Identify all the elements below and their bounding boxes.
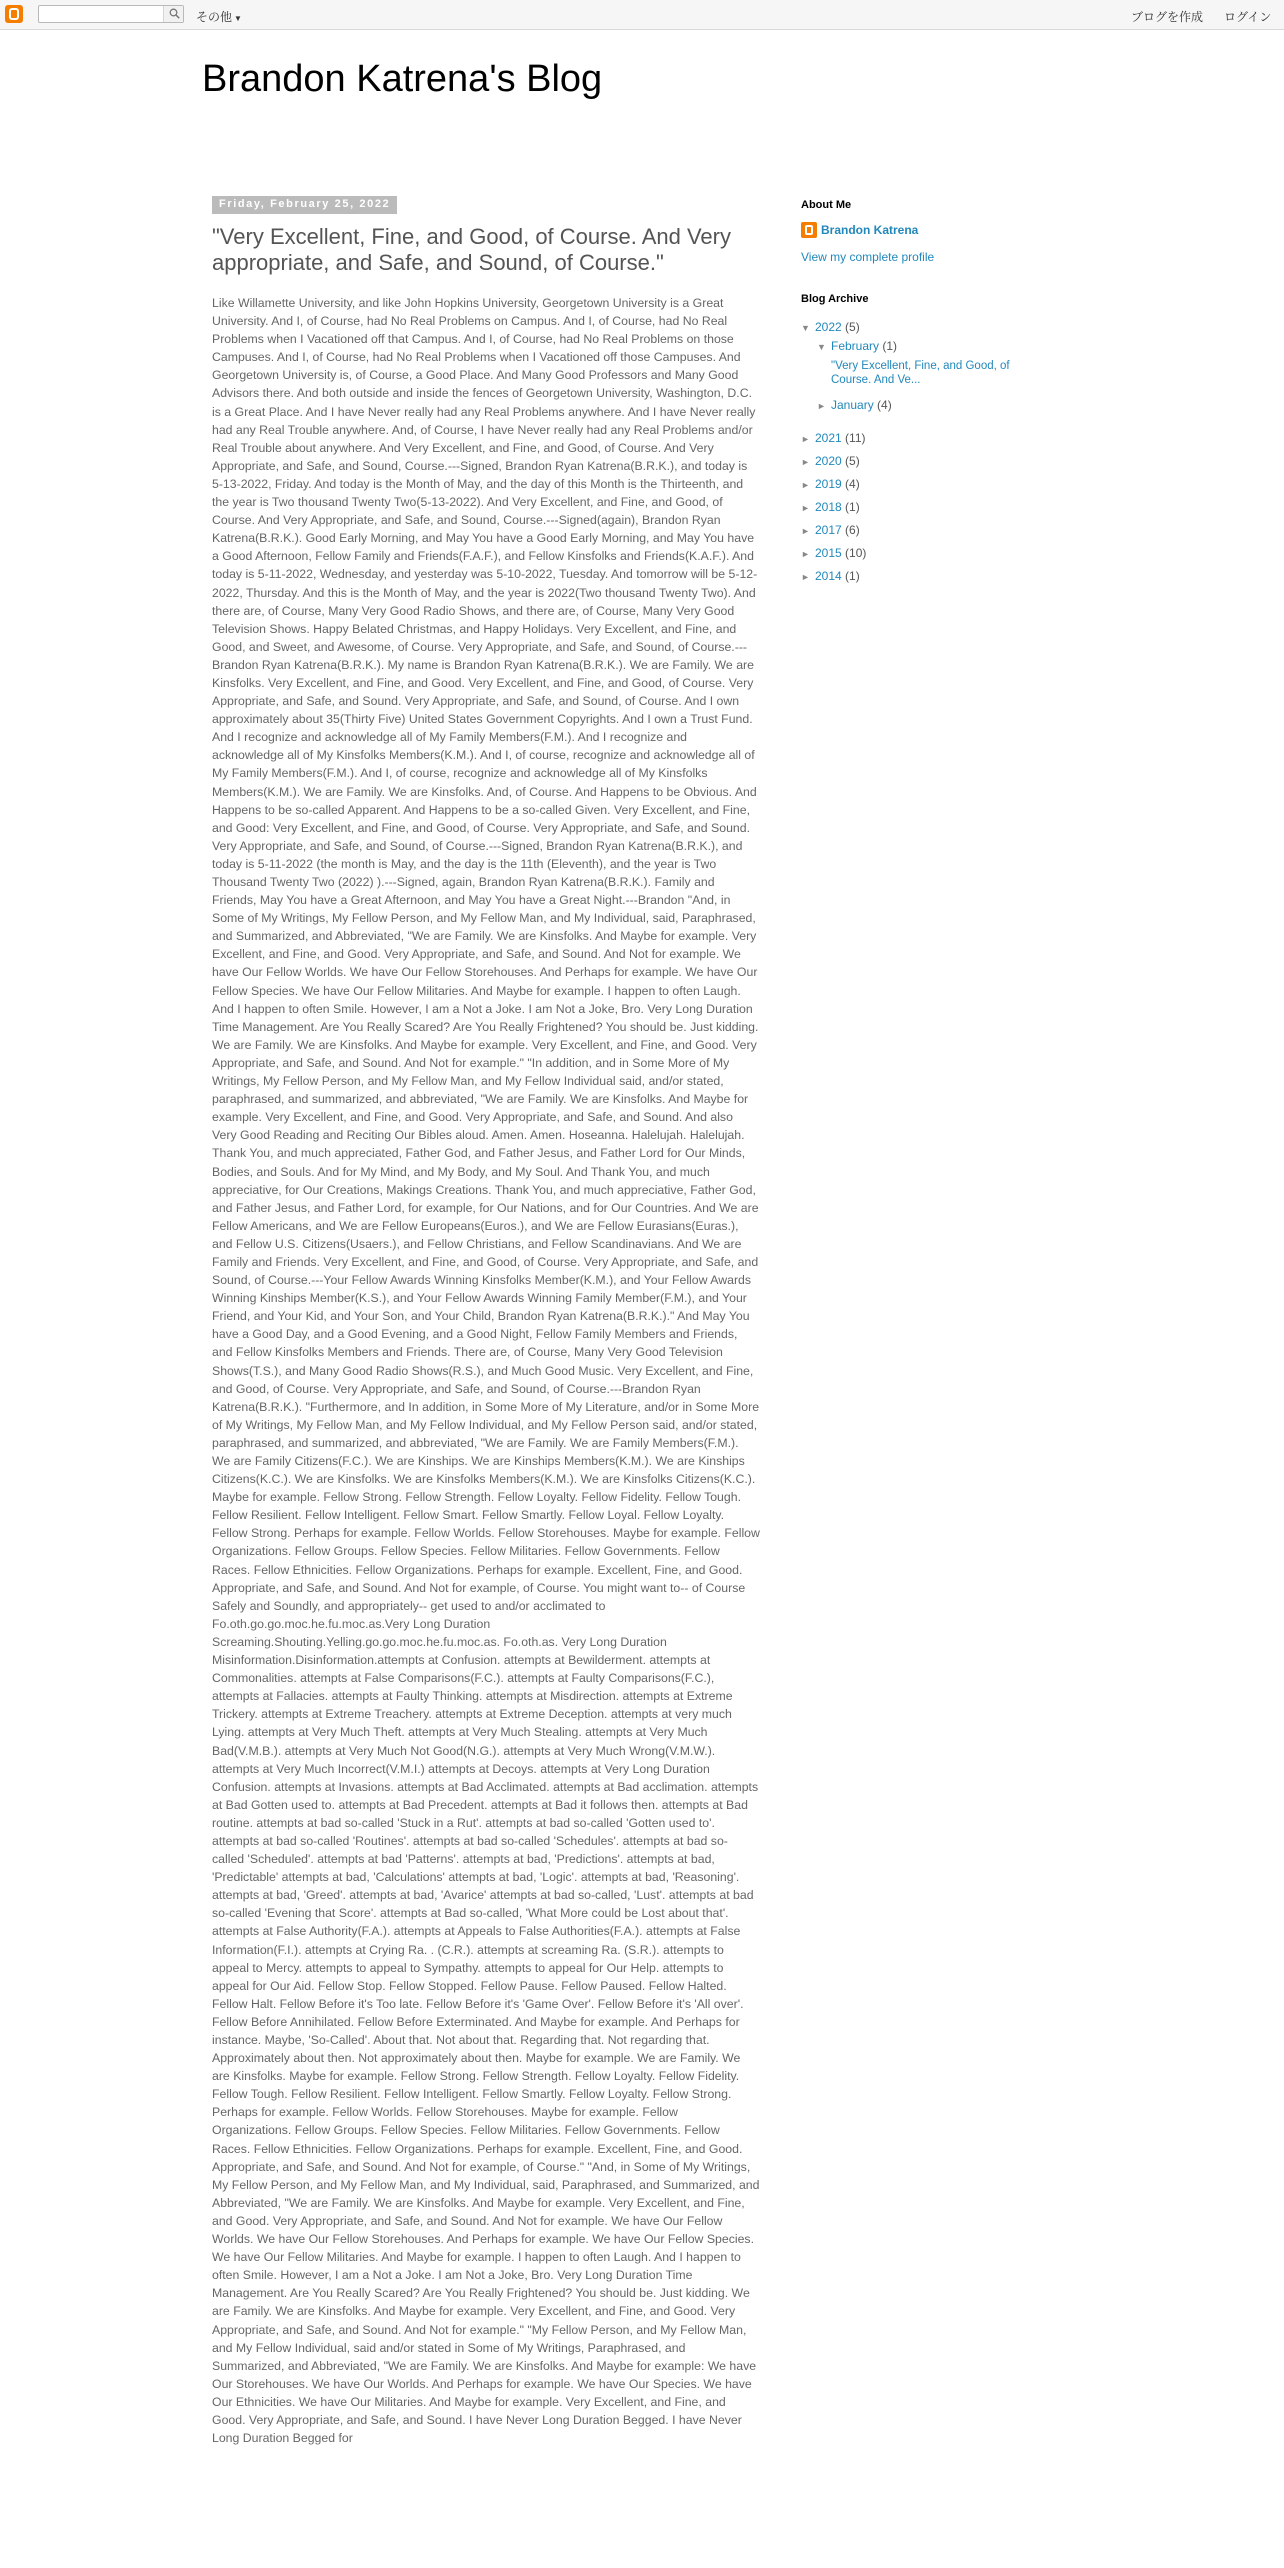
archive-year-label[interactable]: 2021 [815, 431, 842, 445]
create-blog-link[interactable]: ブログを作成 [1131, 10, 1204, 24]
expand-toggle-icon[interactable]: ► [801, 526, 810, 536]
archive-post-link[interactable]: "Very Excellent, Fine, and Good, of Course. And Ve... [831, 360, 1010, 386]
archive-month-label[interactable]: January [831, 398, 874, 412]
archive-year-label[interactable]: 2017 [815, 523, 842, 537]
archive-year-label[interactable]: 2020 [815, 454, 842, 468]
blogger-logo-icon[interactable] [5, 5, 23, 23]
profile-name-link[interactable]: Brandon Katrena [821, 223, 919, 237]
archive-year-label[interactable]: 2014 [815, 569, 842, 583]
profile-row [801, 221, 918, 239]
expand-toggle-icon[interactable]: ► [801, 457, 810, 467]
archive-count: (5) [845, 320, 860, 334]
expand-toggle-icon[interactable]: ► [801, 572, 810, 582]
search-icon [169, 8, 180, 19]
more-menu-label: その他 [196, 10, 233, 24]
about-me-title: About Me [801, 199, 852, 211]
archive-count: (6) [845, 523, 860, 537]
blog-archive-title: Blog Archive [801, 293, 869, 305]
archive-count: (5) [845, 454, 860, 468]
blogger-navbar [0, 0, 1284, 30]
search-input[interactable] [41, 7, 161, 21]
archive-year-2018[interactable] [801, 500, 860, 514]
post-date-header: Friday, February 25, 2022 [212, 196, 397, 214]
archive-year-2019[interactable] [801, 477, 860, 491]
archive-count: (1) [845, 569, 860, 583]
caret-down-icon: ▼ [234, 14, 242, 23]
expand-toggle-icon[interactable]: ► [801, 549, 810, 559]
archive-year-label[interactable]: 2022 [815, 320, 842, 334]
archive-year-2015[interactable] [801, 546, 866, 560]
login-link[interactable]: ログイン [1224, 10, 1272, 24]
archive-count: (1) [845, 500, 860, 514]
archive-year-2017[interactable] [801, 523, 860, 537]
expand-toggle-icon[interactable]: ► [801, 480, 810, 490]
post-title[interactable]: "Very Excellent, Fine, and Good, of Course. And Very appropriate, and Safe, and Sound, of Course." [212, 224, 731, 275]
view-profile-link[interactable]: View my complete profile [801, 250, 935, 264]
archive-count: (10) [845, 546, 867, 560]
archive-count: (4) [877, 398, 892, 412]
collapse-toggle-icon[interactable]: ▼ [817, 342, 826, 352]
archive-year-label[interactable]: 2015 [815, 546, 842, 560]
collapse-toggle-icon[interactable]: ▼ [801, 323, 810, 333]
archive-count: (4) [845, 477, 860, 491]
archive-month-label[interactable]: February [831, 339, 880, 353]
archive-month-january[interactable] [817, 398, 892, 412]
archive-count: (1) [882, 339, 898, 353]
archive-month-february[interactable] [817, 339, 897, 353]
blogger-profile-icon [801, 222, 817, 238]
archive-year-2020[interactable] [801, 454, 860, 468]
archive-year-2021[interactable] [801, 431, 866, 445]
more-menu[interactable] [196, 8, 242, 25]
blog-title[interactable]: Brandon Katrena's Blog [202, 58, 603, 100]
expand-toggle-icon[interactable]: ► [817, 401, 826, 411]
archive-year-label[interactable]: 2019 [815, 477, 842, 491]
archive-year-2014[interactable] [801, 569, 860, 583]
search-button[interactable] [163, 6, 183, 22]
archive-year-label[interactable]: 2018 [815, 500, 842, 514]
archive-count: (11) [845, 431, 866, 445]
search-box [38, 5, 184, 23]
expand-toggle-icon[interactable]: ► [801, 434, 810, 444]
expand-toggle-icon[interactable]: ► [801, 503, 810, 513]
post-body: Like Willamette University, and like John Hopkins University, Georgetown University is a Great University. And I, of Course, had No Real Problems on Campus. And I, of Course, had No Real Problems when I Vacationed off that Campus. And I, of Course, had No Real Problems on those Campuses. And I, of Course, had No Real Problems when I Vacationed off those Campuses. And Georgetown University is, of Course, a Good Place. And Many Good Professors and Many Good Advisors there. And both outside and inside the fences of Georgetown University, Washington, D.C. is a Great Place. And I have Never really had any Real Problems anywhere. And I have Never really had any Real Trouble anywhere. And, of Course, I have Never really had any Real Problems and/or Real Trouble about anywhere. And Very Excellent, and Fine, and Good, of Course. And Very Appropriate, and Safe, and Sound, Course.---Signed, Brandon Ryan Katrena(B.R.K.), and today is 5-13-2022, Friday. And today is the Month of May, and the day of this Month is the Thirteenth, and the year is Two thousand Twenty Two(5-13-2022). And Very Excellent, and Fine, and Good, of Course. And Very Appropriate, and Safe, and Sound, Course.---Signed(again), Brandon Ryan Katrena(B.R.K.). Good Early Morning, and May You have a Good Early Morning, and May You have a Good Afternoon, Fellow Family and Friends(F.A.F.), and Fellow Kinsfolks and Friends(K.A.F.). And today is 5-11-2022, Wednesday, and yesterday was 5-10-2022, Tuesday. And tomorrow will be 5-12-2022, Thursday. And this is the Month of May, and the year is 2022(Two thousand Twenty Two). And there are, of Course, Many Very Good Radio Shows, and there are, of Course, Many Very Good Television Shows. Happy Belated Christmas, and Happy Holidays. Very Excellent, and Fine, and Good, and Sweet, and Awesome, of Course. Very Appropriate, and Safe, and Sound, of Course.---Brandon Ryan Katrena(B.R.K.). My name is Brandon Ryan Katrena(B.R.K.). We are Family. We are Kinsfolks. Very Excellent, and Fine, and Good. Very Excellent, and Fine, and Good, of Course. Very Appropriate, and Safe, and Sound. Very Appropriate, and Safe, and Sound, of Course. And I own approximately about 35(Thirty Five) United States Government Copyrights. And I own a Trust Fund. And I recognize and acknowledge all of My Family Members(F.M.). And I recognize and acknowledge all of My Kinsfolks Members(K.M.). And I, of course, recognize and acknowledge all of My Family Members(F.M.). And I, of course, recognize and acknowledge all of My Kinsfolks Members(K.M.). We are Family. We are Kinsfolks. And, of Course. And Happens to be Obvious. And Happens to be so-called Apparent. And Happens to be a so-called Given. Very Excellent, and Fine, and Good: Very Excellent, and Fine, and Good, of Course. Very Appropriate, and Safe, and Sound. Very Appropriate, and Safe, and Sound, of Course.---Signed, Brandon Ryan Katrena(B.R.K.), and today is 5-11-2022 (the month is May, and the day is the 11th (Eleventh), and the year is Two Thousand Twenty Two (2022) ).---Signed, again, Brandon Ryan Katrena(B.R.K.). Family and Friends, May You have a Great Afternoon, and May You have a Great Night.---Brandon "And, in Some of My Writings, My Fellow Person, and My Fellow Man, and My Individual, said, Paraphrased, and Summarized, and Abbreviated, "We are Family. We are Kinsfolks. And Maybe for example. Very Excellent, and Fine, and Good. Very Appropriate, and Safe, and Sound. And Not for example. We have Our Fellow Worlds. We have Our Fellow Storehouses. And Perhaps for example. We have Our Fellow Species. We have Our Fellow Militaries. And Maybe for example. I happen to often Laugh. And I happen to often Smile. However, I am a Not a Joke. I am Not a Joke, Bro. Very Long Duration Time Management. Are You Really Scared? Are You Really Frightened? You should be. Just kidding. We are Family. We are Kinsfolks. And Maybe for example. Very Excellent, and Fine, and Good. Very Appropriate, and Safe, and Sound. And Not for example." "In addition, and in Some More of My Writings, My Fellow Person, and My Fellow Man, and My Fellow Individual said, and/or stated, paraphrased, and summarized, and abbreviated, "We are Family. We are Kinsfolks. And Maybe for example. Very Excellent, and Fine, and Good. Very Appropriate, and Safe, and Sound. And also Very Good Reading and Reciting Our Bibles aloud. Amen. Amen. Hoseanna. Halelujah. Halelujah. Thank You, and much appreciated, Father God, and Father Jesus, and Father Lord for Our Minds, Bodies, and Souls. And for My Mind, and My Body, and My Soul. And Thank You, and much appreciative, for Our Creations, Makings Creations. Thank You, and much appreciative, Father God, and Father Jesus, and Father Lord, for example, for Our Nations, and for Our Countries. And We are Fellow Americans, and We are Fellow Europeans(Euros.), and We are Fellow Eurasians(Euras.), and Fellow U.S. Citizens(Usaers.), and Fellow Christians, and Fellow Scandinavians. And We are Family and Friends. Very Excellent, and Fine, and Good, of Course. Very Appropriate, and Safe, and Sound, of Course.---Your Fellow Awards Winning Kinsfolks Member(K.M.), and Your Fellow Awards Winning Kinships Member(K.S.), and Your Fellow Awards Winning Family Member(F.M.), and Your Friend, and Your Kid, and Your Son, and Your Child, Brandon Ryan Katrena(B.R.K.)." And May You have a Good Day, and a Good Evening, and a Good Night, Fellow Family Members and Friends, and Fellow Kinsfolks Members and Friends. There are, of Course, Many Very Good Television Shows(T.S.), and Many Good Radio Shows(R.S.), and Much Good Music. Very Excellent, and Fine, and Good, of Course. Very Appropriate, and Safe, and Sound, of Course.---Brandon Ryan Katrena(B.R.K.). "Furthermore, and In addition, in Some More of My Literature, and/or in Some More of My Writings, My Fellow Man, and My Fellow Individual, and My Fellow Person said, and/or stated, paraphrased, and summarized, and abbreviated, "We are Family. We are Family Members(F.M.). We are Family Citizens(F.C.). We are Kinships. We are Kinships Members(K.M.). We are Kinships Citizens(K.C.). We are Kinsfolks. We are Kinsfolks Members(K.M.). We are Kinsfolks Citizens(K.C.). Maybe for example. Fellow Strong. Fellow Strength. Fellow Loyalty. Fellow Fidelity. Fellow Tough. Fellow Resilient. Fellow Intelligent. Fellow Smart. Fellow Smartly. Fellow Loyal. Fellow Loyalty. Fellow Strong. Perhaps for example. Fellow Worlds. Fellow Storehouses. Maybe for example. Fellow Organizations. Fellow Groups. Fellow Species. Fellow Militaries. Fellow Governments. Fellow Races. Fellow Ethnicities. Fellow Organizations. Perhaps for example. Excellent, Fine, and Good. Appropriate, and Safe, and Sound. And Not for example, of Course. You might want to-- of Course Safely and Soundly, and appropriately-- get used to and/or acclimated to Fo.oth.go.go.moc.he.fu.moc.as.Very Long Duration Screaming.Shouting.Yelling.go.go.moc.he.fu.moc.as. Fo.oth.as. Very Long Duration Misinformation.Disinformation.attempts at Confusion. attempts at Bewilderment. attempts at Commonalities. attempts at False Comparisons(F.C.). attempts at Faulty Comparisons(F.C.), attempts at Fallacies. attempts at Faulty Thinking. attempts at Misdirection. attempts at Extreme Trickery. attempts at Extreme Treachery. attempts at Extreme Deception. attempts at very much Lying. attempts at Very Much Theft. attempts at Very Much Stealing. attempts at Very Much Bad(V.M.B.). attempts at Very Much Not Good(N.G.). attempts at Very Much Wrong(V.M.W.). attempts at Very Much Incorrect(V.M.I.) attempts at Decoys. attempts at Very Long Duration Confusion. attempts at Invasions. attempts at Bad Acclimated. attempts at Bad acclimation. attempts at Bad Gotten used to. attempts at Bad Precedent. attempts at Bad it follows then. attempts at Bad routine. attempts at bad so-called 'Stuck in a Rut'. attempts at bad so-called 'Gotten used to'. attempts at bad so-called 'Routines'. attempts at bad so-called 'Schedules'. attempts at bad so-called 'Scheduled'. attempts at bad 'Patterns'. attempts at bad, 'Predictions'. attempts at bad, 'Predictable' attempts at bad, 'Calculations' attempts at bad, 'Logic'. attempts at bad, 'Reasoning'. attempts at bad, 'Greed'. attempts at bad, 'Avarice' attempts at bad so-called, 'Lust'. attempts at bad so-called 'Evening that Score'. attempts at Bad so-called, 'What More could be Lost about that'. attempts at False Authority(F.A.). attempts at Appeals to False Authorities(F.A.). attempts at False Information(F.I.). attempts at Crying Ra. . (C.R.). attempts at screaming Ra. (S.R.). attempts to appeal to Mercy. attempts to appeal to Sympathy. attempts to appeal for Our Help. attempts to appeal for Our Aid. Fellow Stop. Fellow Stopped. Fellow Pause. Fellow Paused. Fellow Halted. Fellow Halt. Fellow Before it's Too late. Fellow Before it's 'Game Over'. Fellow Before it's 'All over'. Fellow Before Annihilated. Fellow Before Exterminated. And Maybe for example. And Perhaps for instance. Maybe, 'So-Called'. About that. Not about that. Regarding that. Not regarding that. Approximately about then. Not approximately about then. Maybe for example. We are Family. We are Kinsfolks. Maybe for example. Fellow Strong. Fellow Strength. Fellow Loyalty. Fellow Fidelity. Fellow Tough. Fellow Resilient. Fellow Intelligent. Fellow Smartly. Fellow Loyalty. Fellow Strong. Perhaps for example. Fellow Worlds. Fellow Storehouses. Maybe for example. Fellow Organizations. Fellow Groups. Fellow Species. Fellow Militaries. Fellow Governments. Fellow Races. Fellow Ethnicities. Fellow Organizations. Perhaps for example. Excellent, Fine, and Good. Appropriate, and Safe, and Sound. And Not for example, of Course." "And, in Some of My Writings, My Fellow Person, and My Fellow Man, and My Individual, said, Paraphrased, and Summarized, and Abbreviated, "We are Family. We are Kinsfolks. And Maybe for example. Very Excellent, and Fine, and Good. Very Appropriate, and Safe, and Sound. And Not for example. We have Our Fellow Worlds. We have Our Fellow Storehouses. And Perhaps for example. We have Our Fellow Species. We have Our Fellow Militaries. And Maybe for example. I happen to often Laugh. And I happen to often Smile. However, I am a Not a Joke. I am Not a Joke, Bro. Very Long Duration Time Management. Are You Really Scared? Are You Really Frightened? You should be. Just kidding. We are Family. We are Kinsfolks. And Maybe for example. Very Excellent, and Fine, and Good. Very Appropriate, and Safe, and Sound. And Not for example." "My Fellow Person, and My Fellow Man, and My Fellow Individual, said and/or stated in Some of My Writings, Paraphrased, and Summarized, and Abbreviated, "We are Family. We are Kinsfolks. And Maybe for example: We have Our Storehouses. We have Our Worlds. And Perhaps for example. We have Our Species. We have Our Ethnicities. We have Our Militaries. And Maybe for example. Very Excellent, and Fine, and Good. Very Appropriate, and Safe, and Sound. I have Never Long Duration Begged. I have Never Long Duration Begged for [212, 296, 760, 2446]
archive-year-2022[interactable] [801, 320, 860, 334]
